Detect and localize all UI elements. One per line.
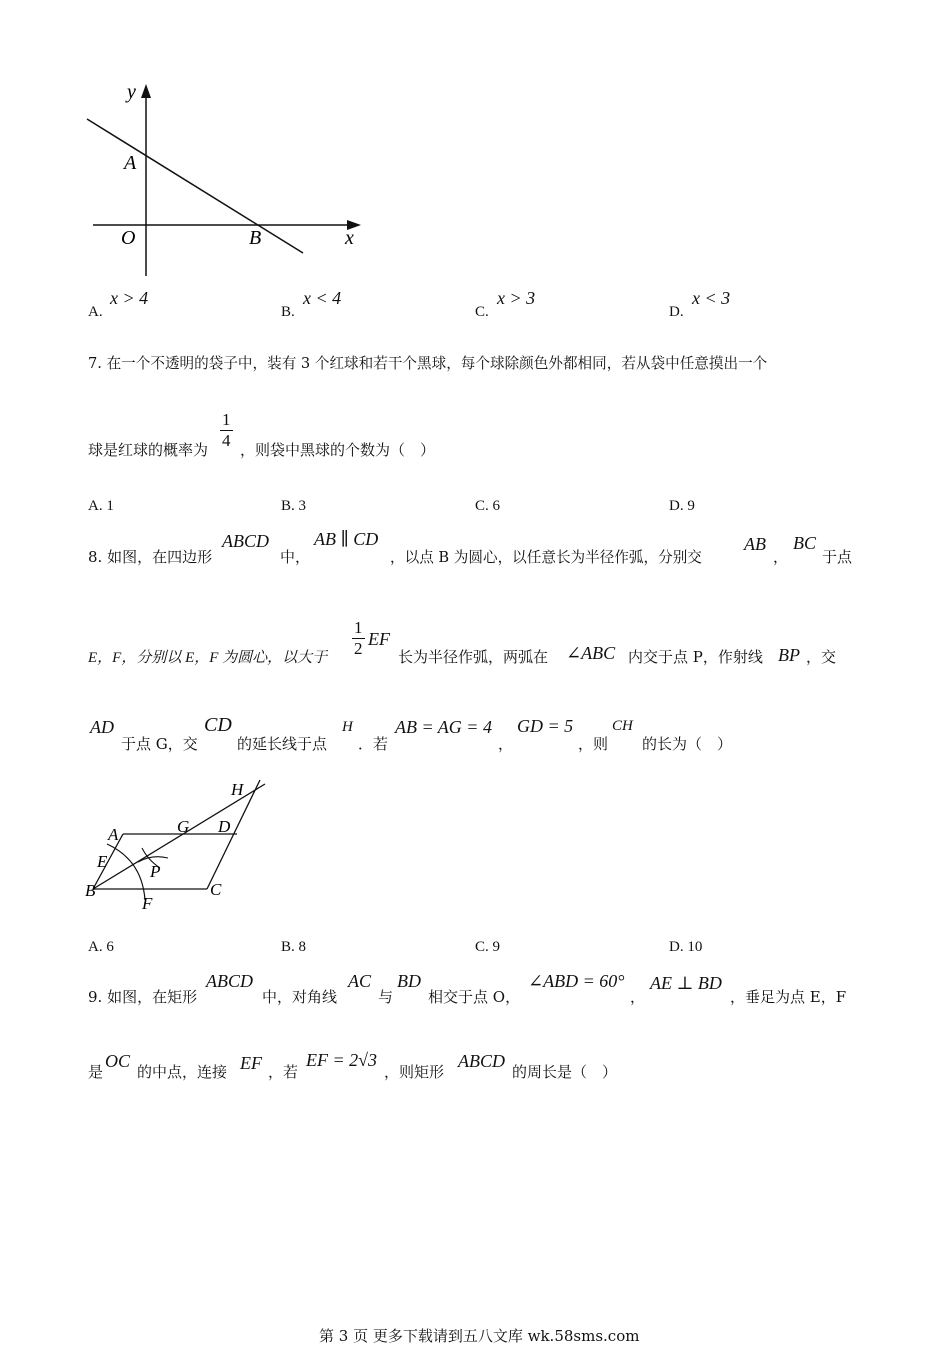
q8-text: 的长为（ ） — [642, 735, 733, 753]
point-a-label: A — [108, 825, 119, 844]
q8-text: ．若 — [358, 735, 389, 753]
q7-option-a[interactable]: A. 1 — [88, 498, 114, 514]
q9-math: ∠ABD = 60° — [528, 971, 625, 991]
q8-math: BC — [793, 533, 817, 553]
q8-math: AB = AG = 4 — [395, 717, 492, 737]
q6-graph — [80, 78, 370, 283]
q8-option-b[interactable]: B. 8 — [281, 939, 307, 955]
q7-line2-prefix: 球是红球的概率为 — [88, 441, 209, 459]
q9-text: ， — [630, 988, 646, 1006]
q9-text: ，则矩形 — [384, 1063, 445, 1081]
q8-math: AB — [744, 534, 766, 554]
q7-fraction — [220, 410, 233, 451]
point-b-label: B — [249, 227, 262, 249]
q8-option-d[interactable]: D. 10 — [669, 939, 703, 955]
q8-fraction — [352, 618, 365, 659]
q8-text: 内交于点 P，作射线 — [628, 648, 763, 666]
q8-text: ，以点 B 为圆心，以任意长为半径作弧，分别交 — [390, 549, 702, 566]
q8-text: ， — [498, 735, 514, 753]
q8-text: 于点 G，交 — [121, 735, 198, 753]
q8-math: CH — [612, 718, 633, 734]
q8-text: 8. 如图，在四边形 — [88, 548, 213, 566]
fraction-denominator: 4 — [222, 431, 231, 450]
q8-math: ABCD — [222, 531, 269, 551]
q8-math: AB ∥ CD — [314, 529, 379, 549]
point-g-label: G — [177, 817, 190, 836]
y-axis-label: y — [127, 81, 136, 103]
q9-text: 是 — [88, 1063, 104, 1081]
option-math: x < 3 — [692, 288, 731, 308]
q9-math: OC — [105, 1051, 131, 1071]
q9-math: AE ⊥ BD — [650, 973, 722, 993]
point-b-label: B — [85, 881, 96, 900]
fraction-denominator: 2 — [354, 639, 363, 658]
q7-line2-suffix: ，则袋中黑球的个数为（ ） — [240, 441, 436, 459]
q8-option-a[interactable]: A. 6 — [88, 939, 114, 955]
option-letter: C. — [475, 304, 489, 320]
point-h-label: H — [231, 780, 244, 799]
option-letter: B. — [281, 304, 295, 320]
q8-math: CD — [204, 714, 232, 736]
q8-text: E，F，分别以 E，F 为圆心，以大于 — [88, 650, 328, 666]
q9-math: ABCD — [206, 971, 253, 991]
q9-math: BD — [397, 971, 421, 991]
q8-text: 的延长线于点 — [237, 735, 328, 753]
q8-math: EF — [368, 629, 390, 649]
q8-text: 长为半径作弧，两弧在 — [398, 648, 549, 666]
q9-text: 的周长是（ ） — [512, 1063, 618, 1081]
point-d-label: D — [218, 817, 231, 836]
q9-math: ABCD — [458, 1051, 505, 1071]
q8-text: ， — [773, 548, 789, 566]
q8-text: 于点 — [822, 548, 853, 566]
q8-figure — [80, 772, 280, 912]
point-p-label: P — [150, 862, 161, 881]
option-math: x > 4 — [110, 288, 149, 308]
q7-line1: 7. 在一个不透明的袋子中，装有 3 个红球和若干个黑球，每个球除颜色外都相同，若从袋中任意摸出一个 — [88, 355, 768, 372]
q8-math: BP — [778, 645, 800, 665]
q8-math: AD — [90, 717, 114, 737]
q8-text: ，交 — [806, 648, 837, 666]
q7-option-c[interactable]: C. 6 — [475, 498, 501, 514]
point-e-label: E — [97, 852, 108, 871]
fraction-numerator: 1 — [354, 618, 363, 637]
x-axis-label: x — [345, 227, 354, 249]
option-letter: D. — [669, 304, 684, 320]
fraction-numerator: 1 — [222, 410, 231, 429]
q8-math: ∠ABC — [566, 643, 616, 663]
q9-text: 9. 如图，在矩形 — [88, 988, 198, 1006]
option-math: x > 3 — [497, 288, 536, 308]
point-a-label: A — [124, 152, 137, 174]
q8-math: GD = 5 — [517, 716, 574, 736]
option-letter: A. — [88, 304, 103, 320]
q7-option-b[interactable]: B. 3 — [281, 498, 307, 514]
q8-text: 中， — [280, 548, 311, 566]
q9-text: ，垂足为点 E，F — [730, 988, 847, 1006]
q9-text: 相交于点 O， — [428, 988, 521, 1006]
point-c-label: C — [210, 880, 222, 899]
origin-label: O — [121, 227, 136, 249]
q9-text: ，若 — [268, 1063, 299, 1081]
q9-text: 的中点，连接 — [137, 1063, 228, 1081]
q8-math: H — [342, 719, 353, 735]
point-f-label: F — [142, 894, 153, 912]
q8-option-c[interactable]: C. 9 — [475, 939, 501, 955]
q9-math: AC — [348, 971, 372, 991]
page-footer: 第 3 页 更多下载请到五八文库 wk.58sms.com — [319, 1327, 640, 1345]
q9-text: 与 — [378, 988, 394, 1006]
option-math: x < 4 — [303, 288, 342, 308]
q9-math: EF — [240, 1053, 262, 1073]
q8-text: ，则 — [578, 735, 609, 753]
q7-option-d[interactable]: D. 9 — [669, 498, 695, 514]
q9-text: 中，对角线 — [262, 988, 338, 1006]
q9-math: EF = 2√3 — [306, 1050, 378, 1070]
